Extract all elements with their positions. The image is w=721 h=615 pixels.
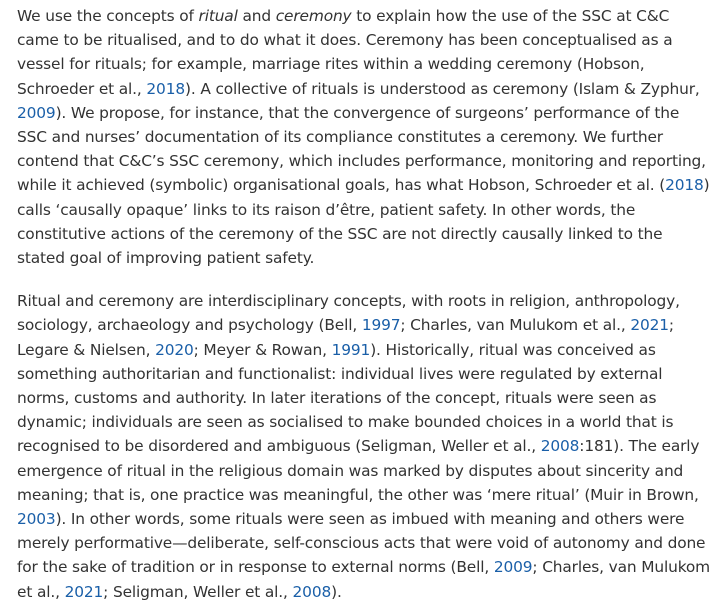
citation-link-islam-2009[interactable]: 2009	[17, 103, 56, 122]
citation-link-hobson-2018[interactable]: 2018	[146, 79, 185, 98]
citation-link-charles-2021[interactable]: 2021	[630, 316, 669, 335]
text-run: We use the concepts of	[17, 7, 199, 25]
paragraph-1	[17, 4, 711, 270]
text-run: and	[237, 7, 276, 25]
citation-link-seligman-2008[interactable]: 2008	[292, 582, 332, 601]
text-run: ). A collective of rituals is understood as ceremony (Islam & Zyphur,	[184, 79, 700, 98]
term-ceremony: ceremony	[275, 7, 352, 25]
citation-link-bell-1997[interactable]: 1997	[361, 316, 401, 335]
citation-link-legare-2020[interactable]: 2020	[155, 340, 194, 359]
citation-link-hobson-2018[interactable]: 2018	[665, 176, 704, 195]
text-run: ). We propose, for instance, that the convergence of surgeons’ performance of the SSC and nurses’ documentation of its compliance constitutes a ceremony. We further contend that C&C’s SSC ceremony, which includes performance, monitoring and reporting, while it achieved (symbolic) organisational goals, has what Hobson, Schroeder et al. (	[17, 103, 706, 195]
text-run: ) calls ‘causally opaque’ links to its raison d’être, patient safety. In other words, the constitutive actions of the ceremony of the SSC are not directly causally linked to the stated goal of improving patient safety.	[17, 176, 710, 268]
text-run: ; Charles, van Mulukom et al.,	[400, 316, 631, 335]
text-run: ; Charles, van Mulukom et al.,	[17, 558, 711, 601]
text-run: :181). The early emergence of ritual in the religious domain was marked by disputes about sincerity and meaning; that is, one practice was meaningful, the other was ‘mere ritual’ (Muir in Brown,	[17, 437, 700, 504]
text-run: ).	[331, 582, 342, 601]
text-run: ; Legare & Nielsen,	[17, 316, 674, 359]
text-run: Ritual and ceremony are interdisciplinary concepts, with roots in religion, anthropology, sociology, archaeology and psychology (Bell,	[17, 292, 680, 335]
citation-link-seligman-2008[interactable]: 2008	[540, 437, 580, 456]
text-run: ). Historically, ritual was conceived as something authoritarian and functionalist: individual lives were regulated by external norms, customs and authority. In later iterations of the concept, rituals were seen as dynamic; individuals are seen as socialised to make bounded choices in a world that is recognised to be disordered and ambiguous (Seligman, Weller et al.,	[17, 340, 674, 456]
citation-link-charles-2021[interactable]: 2021	[64, 582, 104, 601]
text-run: ; Seligman, Weller et al.,	[103, 582, 293, 601]
text-run: to explain how the use of the SSC at C&C came to be ritualised, and to do what it does. Ceremony has been conceptualised as a vessel for rituals; for example, marriage rites within a wedding ceremony (Hobson, Schroeder et al.,	[17, 7, 673, 98]
term-ritual: ritual	[198, 7, 238, 25]
text-run: ). In other words, some rituals were seen as imbued with meaning and others were merely performative—deliberate, self-conscious acts that were void of autonomy and done for the sake of tradition or in response to external norms (Bell,	[17, 510, 706, 577]
citation-link-bell-2009[interactable]: 2009	[493, 558, 533, 577]
text-run: ; Meyer & Rowan,	[193, 340, 332, 359]
paragraph-2	[17, 289, 711, 604]
citation-link-brown-2003[interactable]: 2003	[17, 510, 56, 529]
citation-link-meyer-1991[interactable]: 1991	[331, 340, 371, 359]
